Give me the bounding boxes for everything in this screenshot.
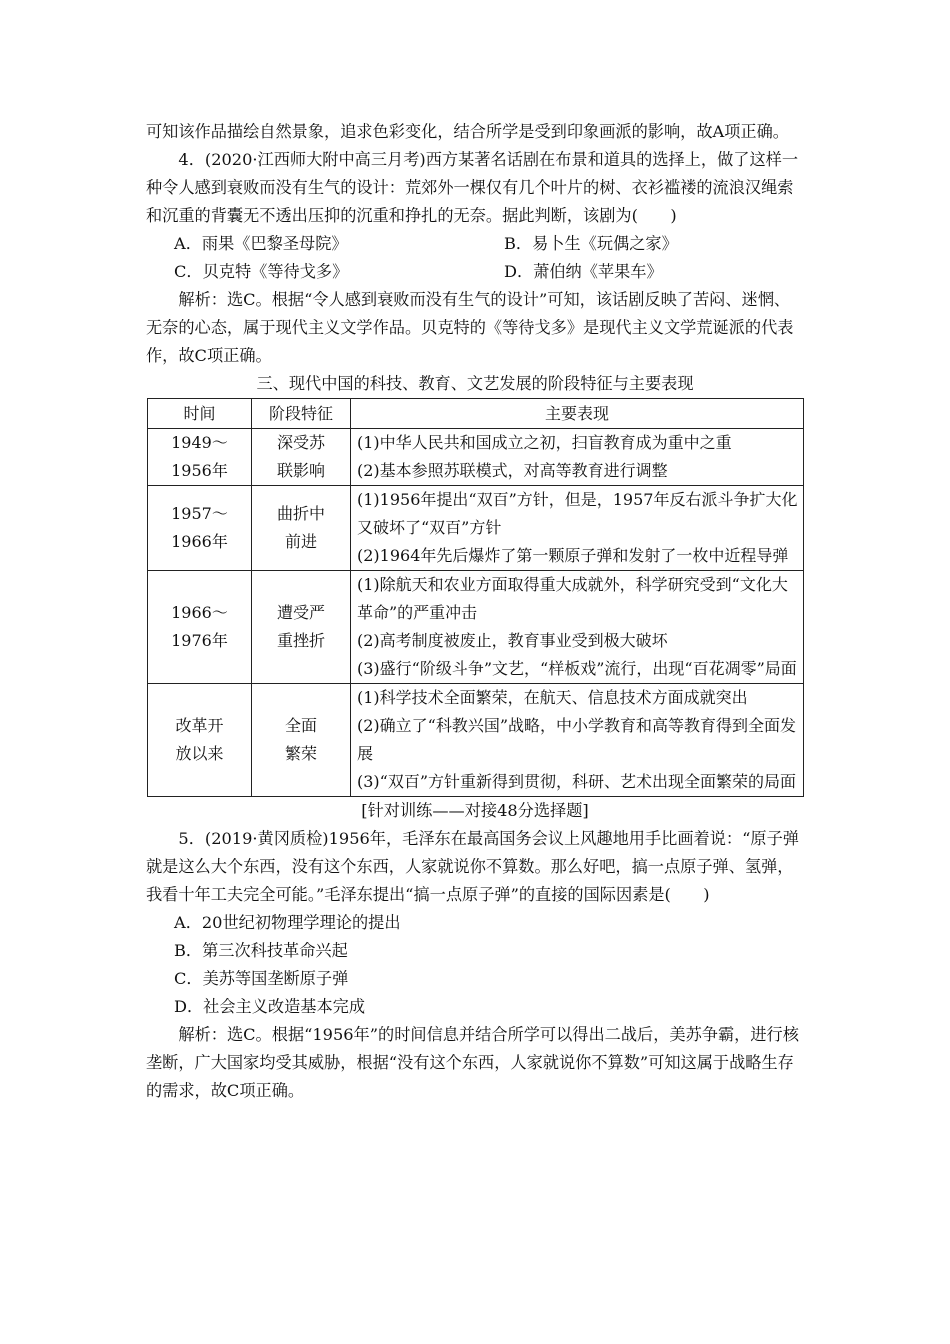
- question-5-stem: 5．(2019·黄冈质检)1956年，毛泽东在最高国务会议上风趣地用手比画着说：“原子弹就是这么大个东西，没有这个东西，人家就说你不算数。那么好吧，搞一点原子弹、氢弹，我看十年工夫完全可能。”毛泽东提出“搞一点原子弹”的直接的国际因素是( ): [146, 829, 799, 904]
- main-cell: (1)中华人民共和国成立之初，扫盲教育成为重中之重 (2)基本参照苏联模式，对高等教育进行调整: [351, 429, 804, 486]
- time-cell: 1966～ 1976年: [148, 571, 252, 684]
- training-note: [针对训练——对接48分选择题]: [361, 801, 589, 820]
- feature-cell: 全面 繁荣: [252, 684, 351, 797]
- table-row: [148, 486, 804, 571]
- main-cell: (1)除航天和农业方面取得重大成就外，科学研究受到“文化大革命”的严重冲击 (2)高考制度被废止，教育事业受到极大破坏 (3)盛行“阶级斗争”文艺，“样板戏”流行，出现“百花凋零”局面: [351, 571, 804, 684]
- option-a: A．雨果《巴黎圣母院》: [174, 234, 348, 253]
- feature-cell: 深受苏 联影响: [252, 429, 351, 486]
- time-cell: 1949～ 1956年: [148, 429, 252, 486]
- table-row: [148, 571, 804, 684]
- question-4-options-row-2: [146, 258, 804, 286]
- option-c: C．美苏等国垄断原子弹: [174, 969, 349, 988]
- option-d: D．萧伯纳《苹果车》: [504, 262, 663, 281]
- option-a: A．20世纪初物理学理论的提出: [174, 913, 401, 932]
- document-content: [146, 118, 804, 1105]
- question-5-analysis: 解析：选C。根据“1956年”的时间信息并结合所学可以得出二战后，美苏争霸，进行核垄断，广大国家均受其威胁，根据“没有这个东西，人家就说你不算数”可知这属于战略生存的需求，故C项正确。: [146, 1025, 799, 1100]
- header-main: 主要表现: [351, 399, 804, 429]
- feature-cell: 遭受严 重挫折: [252, 571, 351, 684]
- main-cell: (1)科学技术全面繁荣，在航天、信息技术方面成就突出 (2)确立了“科教兴国”战略，中小学教育和高等教育得到全面发展 (3)“双百”方针重新得到贯彻，科研、艺术出现全面繁荣的局面: [351, 684, 804, 797]
- table-header-row: [148, 399, 804, 429]
- time-cell: 1957～ 1966年: [148, 486, 252, 571]
- option-d: D．社会主义改造基本完成: [174, 997, 366, 1016]
- feature-cell: 曲折中 前进: [252, 486, 351, 571]
- stage-table: [147, 398, 804, 797]
- intro-line: 可知该作品描绘自然景象，追求色彩变化，结合所学是受到印象画派的影响，故A项正确。: [146, 122, 789, 141]
- section-title: 三、现代中国的科技、教育、文艺发展的阶段特征与主要表现: [256, 374, 694, 393]
- table-row: [148, 684, 804, 797]
- option-b: B．第三次科技革命兴起: [174, 941, 348, 960]
- question-4-stem: 4．(2020·江西师大附中高三月考)西方某著名话剧在布景和道具的选择上，做了这样一种令人感到衰败而没有生气的设计：荒郊外一棵仅有几个叶片的树、衣衫褴褛的流浪汉绳索和沉重的背囊无不透出压抑的沉重和挣扎的无奈。据此判断，该剧为( ): [146, 150, 799, 225]
- option-c: C．贝克特《等待戈多》: [174, 262, 349, 281]
- option-b: B．易卜生《玩偶之家》: [504, 234, 678, 253]
- main-cell: (1)1956年提出“双百”方针，但是，1957年反右派斗争扩大化又破坏了“双百”方针 (2)1964年先后爆炸了第一颗原子弹和发射了一枚中近程导弹: [351, 486, 804, 571]
- time-cell: 改革开 放以来: [148, 684, 252, 797]
- header-time: 时间: [148, 399, 252, 429]
- question-4-analysis: 解析：选C。根据“令人感到衰败而没有生气的设计”可知，该话剧反映了苦闷、迷惘、无奈的心态，属于现代主义文学作品。贝克特的《等待戈多》是现代主义文学荒诞派的代表作，故C项正确。: [146, 290, 794, 365]
- question-4-options-row-1: [146, 230, 804, 258]
- header-feature: 阶段特征: [252, 399, 351, 429]
- table-row: [148, 429, 804, 486]
